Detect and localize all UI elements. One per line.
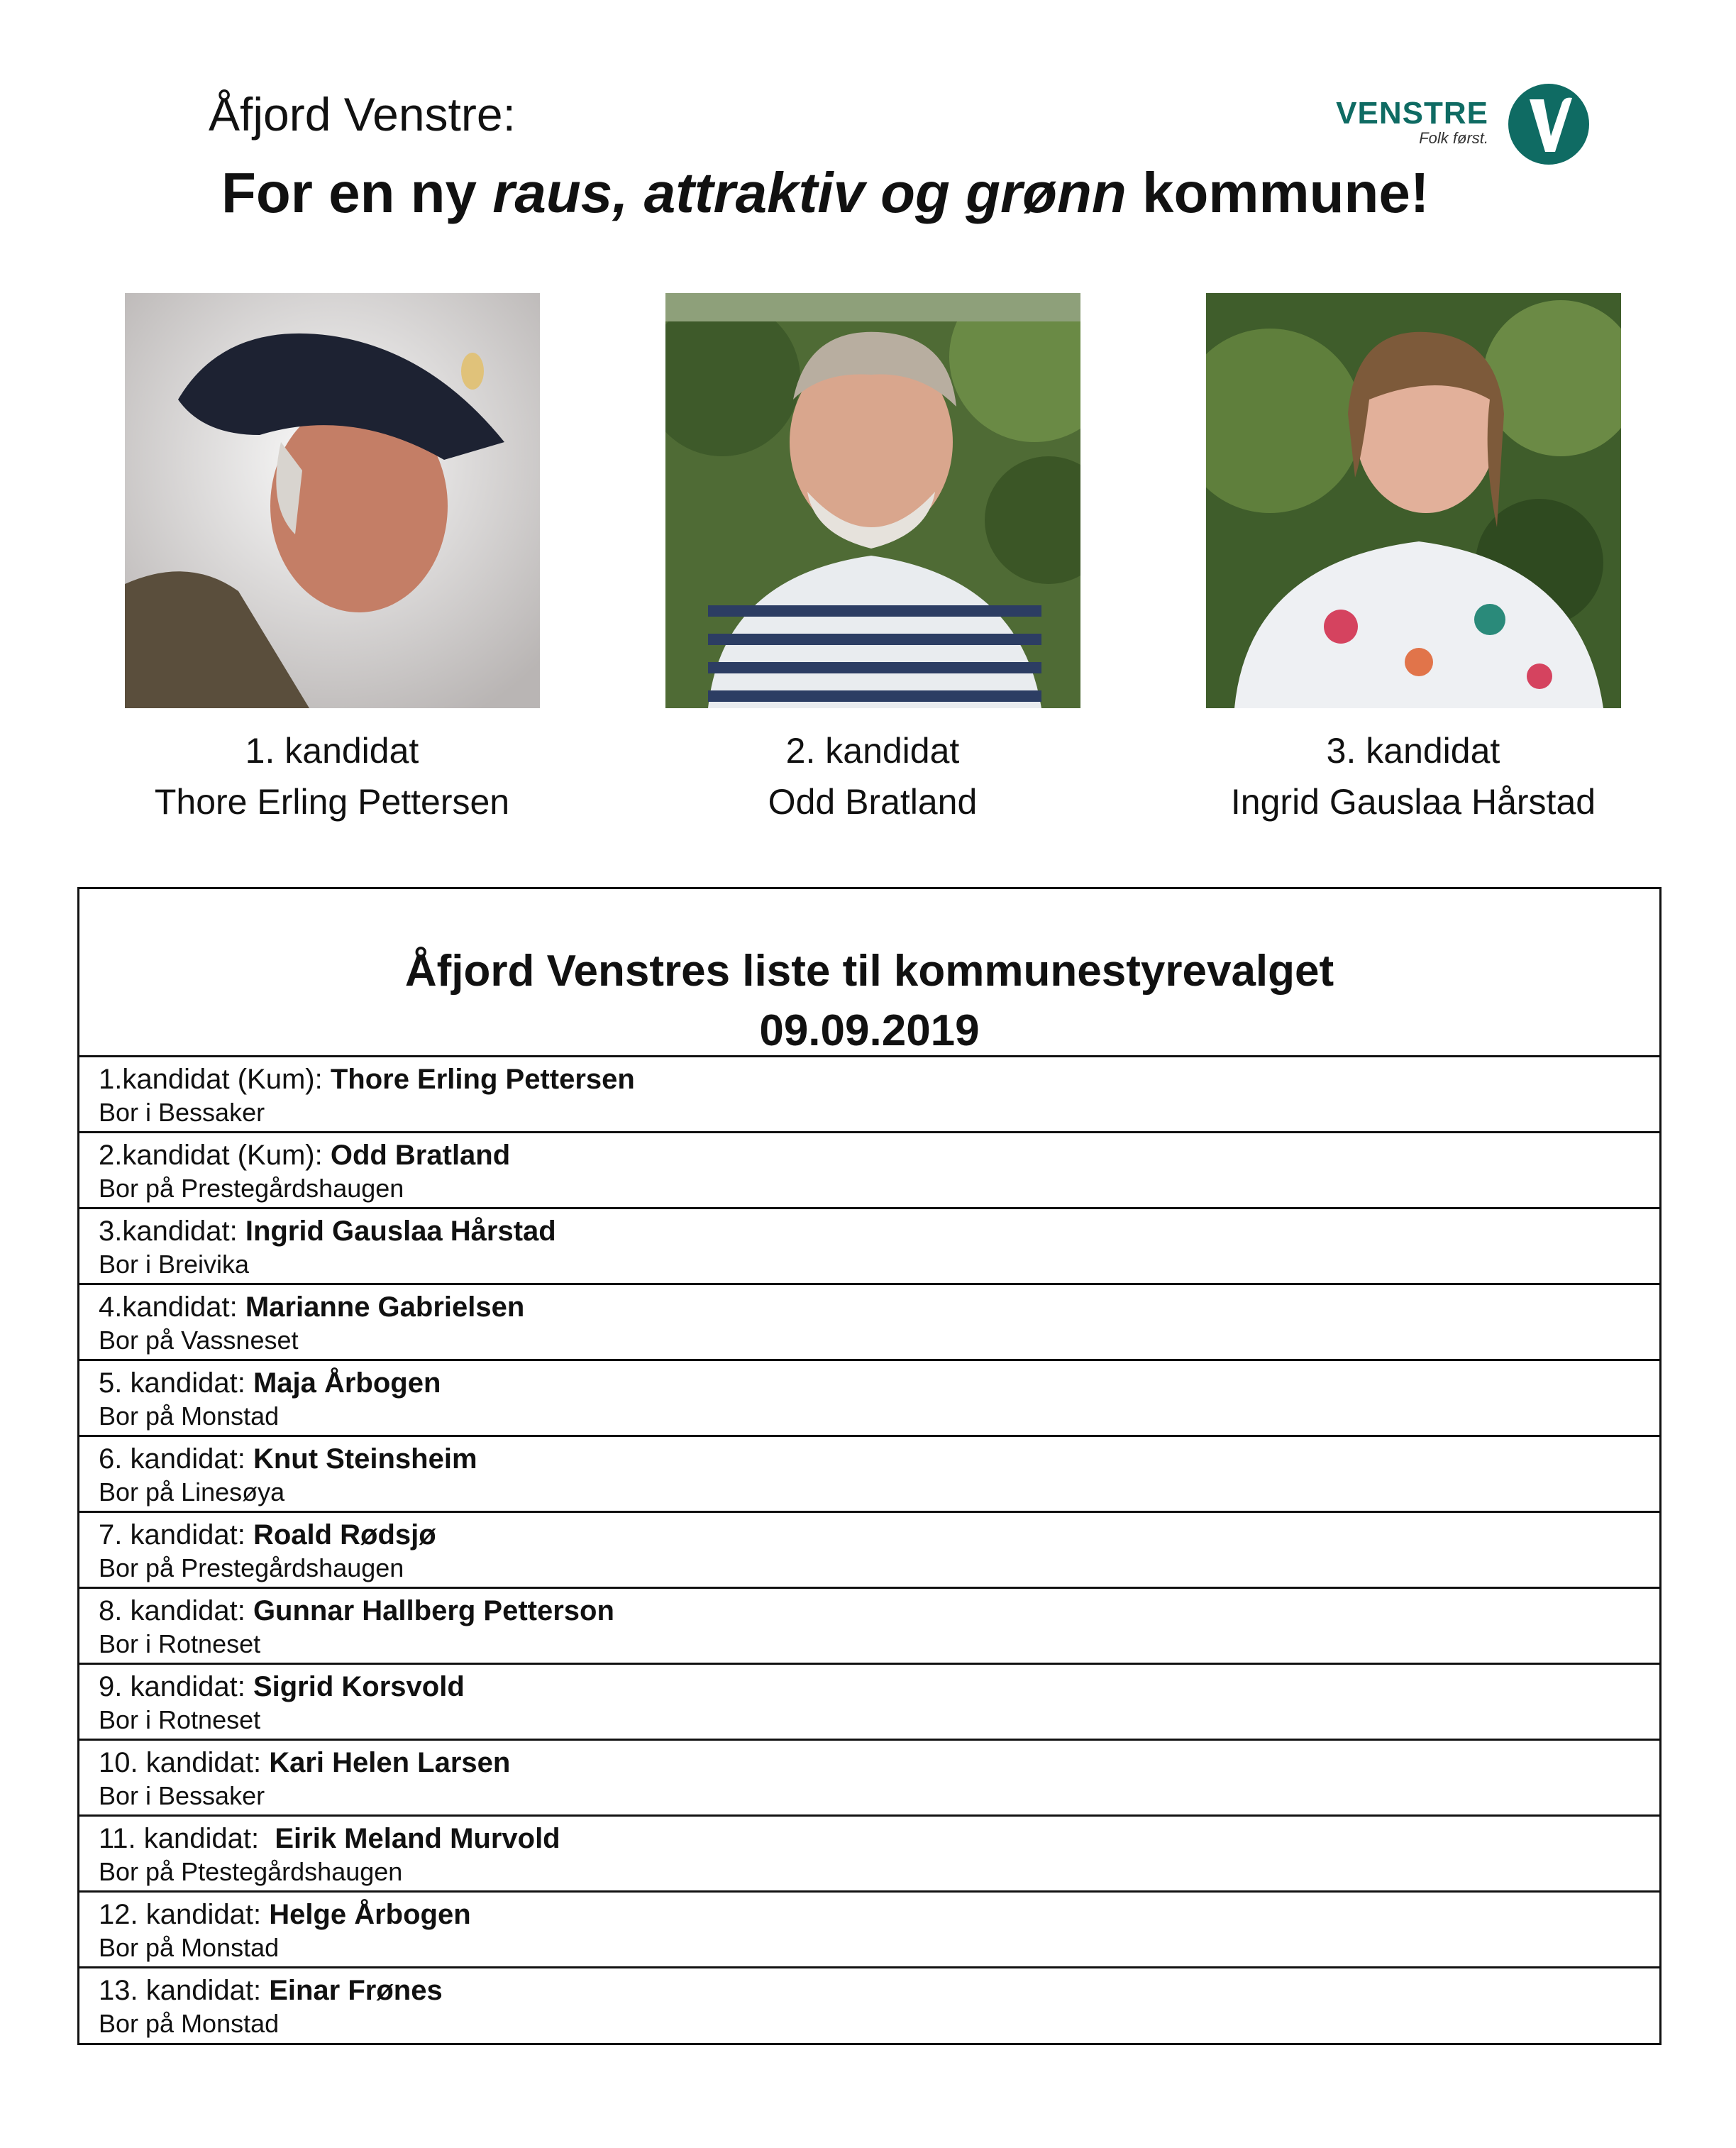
candidate-line — [99, 1062, 1659, 1097]
table-row — [79, 1589, 1659, 1665]
candidate-name: Maja Årbogen — [253, 1367, 441, 1399]
candidate-photo-1 — [125, 293, 540, 708]
candidate-residence: Bor i Bessaker — [99, 1781, 265, 1810]
candidate-name: Odd Bratland — [330, 1140, 511, 1171]
candidate-name: Ingrid Gauslaa Hårstad — [245, 1216, 556, 1247]
candidate-rank: 9. kandidat: — [99, 1671, 253, 1702]
logo-v-icon — [1508, 84, 1589, 165]
candidate-name: Kari Helen Larsen — [269, 1747, 511, 1778]
candidate-rank: 5. kandidat: — [99, 1367, 253, 1399]
candidate-residence: Bor på Vassneset — [99, 1326, 299, 1355]
featured-name-2: Odd Bratland — [768, 782, 978, 822]
candidate-name: Helge Årbogen — [269, 1899, 471, 1930]
headline-end: kommune! — [1126, 161, 1430, 224]
candidate-line — [99, 1517, 1659, 1553]
table-title: Åfjord Venstres liste til kommunestyrevalget — [404, 947, 1334, 996]
headline-italic: raus, attraktiv og grønn — [492, 161, 1127, 224]
candidate-rank: 6. kandidat: — [99, 1443, 253, 1475]
candidate-rank: 10. kandidat: — [99, 1747, 270, 1778]
candidate-line — [99, 1289, 1659, 1325]
candidate-photo-2 — [665, 293, 1080, 708]
candidate-residence: Bor på Ptestegårdshaugen — [99, 1857, 403, 1886]
table-row — [79, 1665, 1659, 1741]
candidate-name: Sigrid Korsvold — [253, 1671, 465, 1702]
candidate-line — [99, 1897, 1659, 1932]
candidate-residence: Bor i Rotneset — [99, 1705, 261, 1734]
candidate-line — [99, 1745, 1659, 1780]
table-row — [79, 1437, 1659, 1513]
featured-caption-2 — [624, 725, 1121, 827]
candidate-rank: 7. kandidat: — [99, 1519, 253, 1551]
election-date: 09.09.2019 — [759, 1006, 980, 1055]
table-row — [79, 1968, 1659, 2044]
table-row — [79, 1893, 1659, 1968]
candidate-rank: 1.kandidat (Kum): — [99, 1064, 331, 1095]
candidate-rank: 8. kandidat: — [99, 1595, 253, 1626]
featured-name-1: Thore Erling Pettersen — [154, 782, 510, 822]
candidate-residence: Bor på Monstad — [99, 2009, 280, 2038]
candidate-name: Eirik Meland Murvold — [275, 1823, 560, 1854]
candidate-residence: Bor på Linesøya — [99, 1477, 285, 1507]
candidate-line — [99, 1213, 1659, 1249]
venstre-logo — [1336, 78, 1589, 170]
candidate-name: Knut Steinsheim — [253, 1443, 477, 1475]
candidate-residence: Bor på Prestegårdshaugen — [99, 1174, 404, 1203]
candidate-line — [99, 1365, 1659, 1401]
candidate-name: Marianne Gabrielsen — [245, 1291, 525, 1323]
candidate-residence: Bor på Monstad — [99, 1933, 280, 1962]
featured-name-3: Ingrid Gauslaa Hårstad — [1230, 782, 1596, 822]
candidate-line — [99, 1973, 1659, 2008]
candidate-photo-3 — [1206, 293, 1621, 708]
candidate-rank: 2.kandidat (Kum): — [99, 1140, 331, 1171]
candidate-name: Einar Frønes — [269, 1975, 443, 2006]
candidate-line — [99, 1593, 1659, 1629]
featured-rank-1: 1. kandidat — [245, 731, 419, 771]
headline-start: For en ny — [221, 161, 493, 224]
table-row — [79, 1133, 1659, 1209]
logo-wordmark: VENSTRE — [1336, 96, 1488, 131]
featured-caption-1 — [84, 725, 580, 827]
featured-rank-3: 3. kandidat — [1326, 731, 1500, 771]
candidate-list-table — [77, 887, 1662, 2045]
table-row — [79, 1513, 1659, 1589]
candidate-residence: Bor i Rotneset — [99, 1629, 261, 1658]
logo-tagline: Folk først. — [1419, 129, 1488, 147]
candidate-residence: Bor i Breivika — [99, 1250, 250, 1279]
candidate-line — [99, 1821, 1659, 1856]
table-row — [79, 1285, 1659, 1361]
page-headline — [221, 161, 1430, 224]
table-row — [79, 1817, 1659, 1893]
candidate-rank: 11. kandidat: — [99, 1823, 275, 1854]
candidate-residence: Bor i Bessaker — [99, 1098, 265, 1127]
candidate-line — [99, 1138, 1659, 1173]
featured-caption-3 — [1165, 725, 1662, 827]
table-row — [79, 1741, 1659, 1817]
candidate-residence: Bor på Monstad — [99, 1401, 280, 1431]
candidate-rank: 3.kandidat: — [99, 1216, 245, 1247]
candidate-rank: 13. kandidat: — [99, 1975, 270, 2006]
candidate-line — [99, 1441, 1659, 1477]
candidate-name: Gunnar Hallberg Petterson — [253, 1595, 614, 1626]
candidate-name: Roald Rødsjø — [253, 1519, 436, 1551]
table-row — [79, 1057, 1659, 1133]
candidate-name: Thore Erling Pettersen — [330, 1064, 635, 1095]
candidate-line — [99, 1669, 1659, 1704]
candidate-rank: 4.kandidat: — [99, 1291, 245, 1323]
table-header — [79, 889, 1659, 1057]
table-row — [79, 1361, 1659, 1437]
intro-text: Åfjord Venstre: — [209, 88, 516, 141]
table-row — [79, 1209, 1659, 1285]
candidate-rows — [79, 1057, 1659, 2044]
featured-rank-2: 2. kandidat — [785, 731, 960, 771]
candidate-rank: 12. kandidat: — [99, 1899, 270, 1930]
candidate-residence: Bor på Prestegårdshaugen — [99, 1553, 404, 1582]
